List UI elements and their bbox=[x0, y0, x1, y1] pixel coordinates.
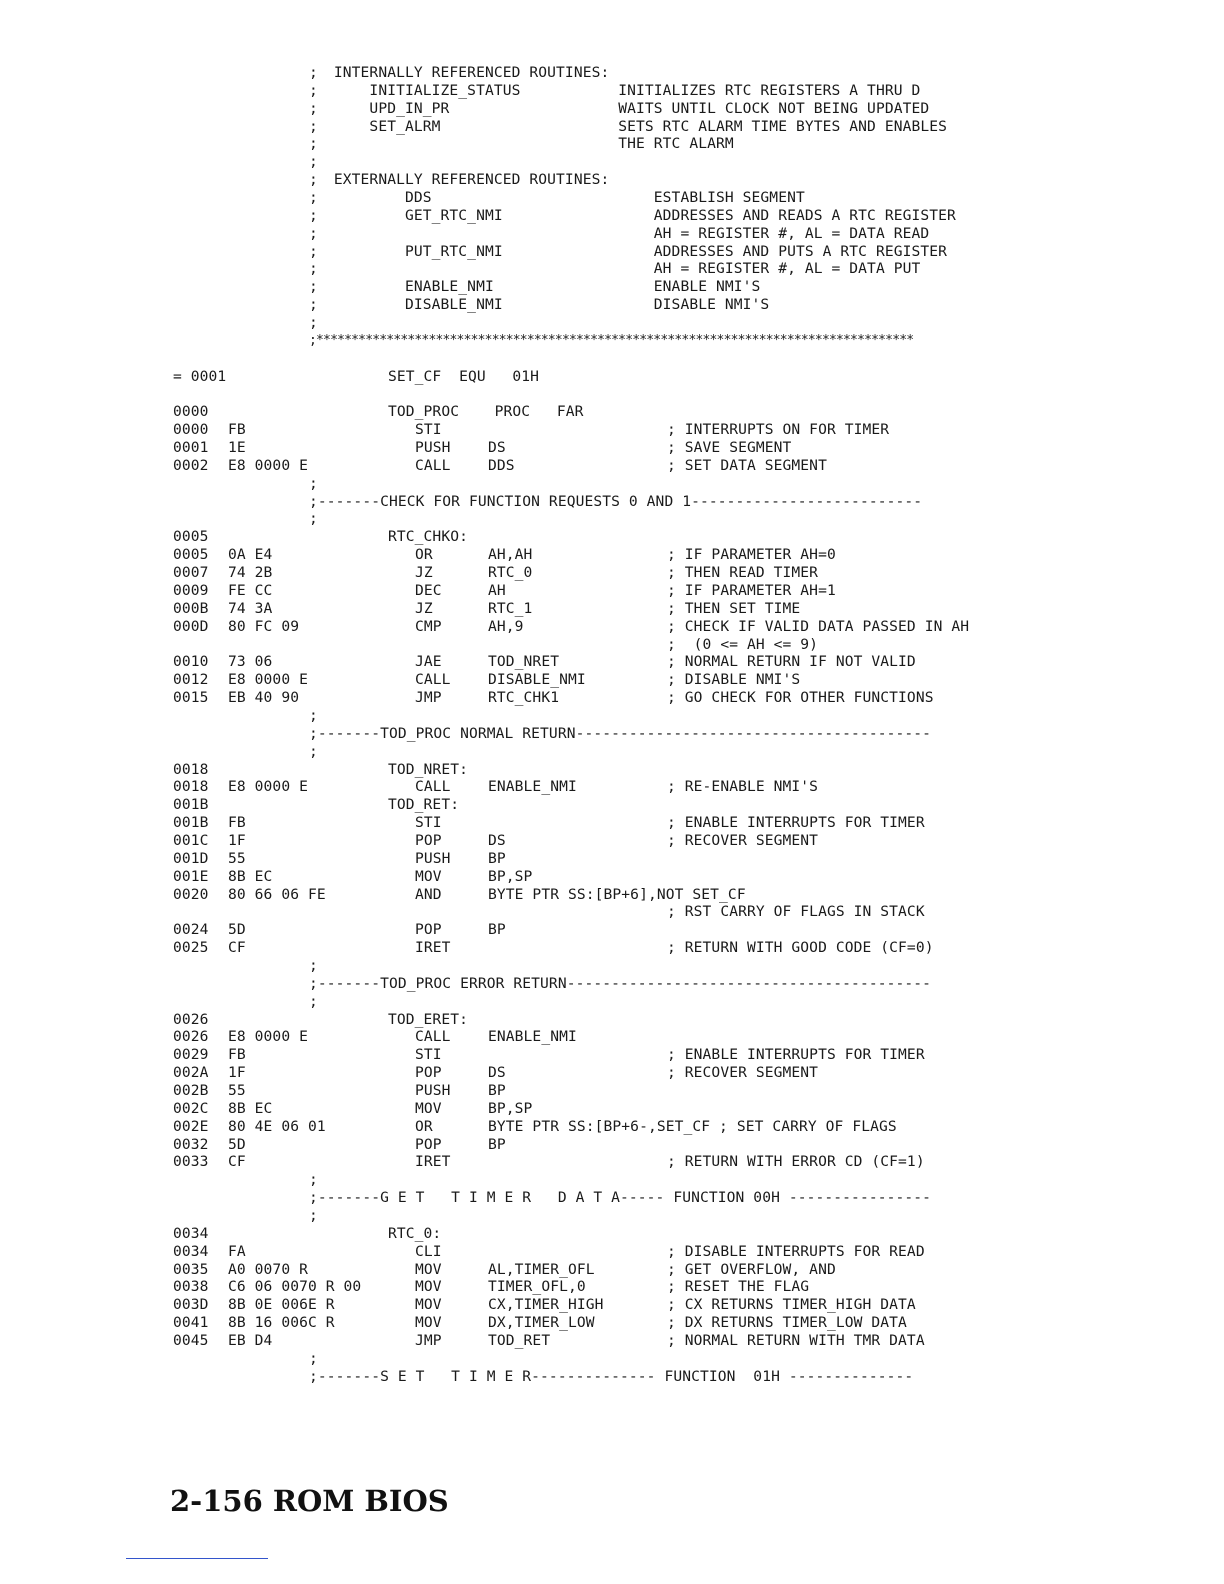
operand: DS bbox=[488, 831, 506, 849]
operand: TOD_RET bbox=[488, 1332, 551, 1350]
address: 0007 bbox=[173, 564, 209, 582]
comment: ; RETURN WITH ERROR CD (CF=1) bbox=[667, 1153, 925, 1171]
address: 0009 bbox=[173, 581, 209, 599]
operand: TOD_NRET bbox=[488, 653, 560, 671]
comment-marker: ; bbox=[309, 189, 318, 207]
comment-marker: ;-------CHECK FOR FUNCTION REQUESTS 0 AND 1-------------------------- bbox=[309, 492, 923, 510]
address: 0035 bbox=[173, 1260, 209, 1278]
operand: DS bbox=[488, 439, 506, 457]
footer-rule bbox=[126, 1558, 268, 1559]
opcode: OR bbox=[415, 1117, 433, 1135]
listing-line bbox=[0, 1064, 1224, 1082]
opcode: AND bbox=[415, 885, 442, 903]
label: TOD_RET: bbox=[388, 796, 460, 814]
operand: ENABLE_NMI bbox=[488, 1028, 577, 1046]
comment: ; RE-ENABLE NMI'S bbox=[667, 778, 819, 796]
comment-text: INITIALIZE_STATUS INITIALIZES RTC REGISTERS A THRU D bbox=[325, 81, 921, 99]
opcode: PUSH bbox=[415, 439, 451, 457]
address: = 0001 bbox=[173, 367, 227, 385]
listing-line bbox=[0, 921, 1224, 939]
object-code: FB bbox=[228, 814, 246, 832]
comment-text: DISABLE_NMI DISABLE NMI'S bbox=[325, 296, 770, 314]
listing-line bbox=[0, 118, 1224, 136]
comment-marker: ; bbox=[309, 260, 318, 278]
listing-line bbox=[0, 1082, 1224, 1100]
address: 0034 bbox=[173, 1242, 209, 1260]
listing-line bbox=[0, 725, 1224, 743]
opcode: JMP bbox=[415, 689, 442, 707]
comment-marker: ; bbox=[309, 206, 318, 224]
listing-line bbox=[0, 868, 1224, 886]
comment-marker: ; bbox=[309, 117, 318, 135]
operand: ENABLE_NMI bbox=[488, 778, 577, 796]
comment: ; SET DATA SEGMENT bbox=[667, 456, 827, 474]
comment-marker: ; bbox=[309, 992, 318, 1010]
object-code: 74 3A bbox=[228, 599, 273, 617]
comment-marker: ; bbox=[309, 706, 318, 724]
opcode: POP bbox=[415, 831, 442, 849]
comment: ; CHECK IF VALID DATA PASSED IN AH bbox=[667, 617, 970, 635]
object-code: 1F bbox=[228, 1064, 246, 1082]
listing-line bbox=[0, 278, 1224, 296]
opcode: JZ bbox=[415, 599, 433, 617]
address: 0018 bbox=[173, 760, 209, 778]
comment: ; ENABLE INTERRUPTS FOR TIMER bbox=[667, 814, 925, 832]
address: 001E bbox=[173, 867, 209, 885]
listing-line bbox=[0, 957, 1224, 975]
comment-marker: ; bbox=[309, 296, 318, 314]
opcode: DEC bbox=[415, 581, 442, 599]
opcode: JMP bbox=[415, 1332, 442, 1350]
object-code: EB D4 bbox=[228, 1332, 273, 1350]
operand: RTC_1 bbox=[488, 599, 533, 617]
address: 0033 bbox=[173, 1153, 209, 1171]
operand: AH,AH bbox=[488, 546, 533, 564]
address: 002C bbox=[173, 1099, 209, 1117]
operand: BP bbox=[488, 849, 506, 867]
label: RTC_CHKO: bbox=[388, 528, 468, 546]
comment-marker: ; bbox=[309, 135, 318, 153]
comment: ; GET OVERFLOW, AND bbox=[667, 1260, 836, 1278]
listing-line bbox=[0, 350, 1224, 368]
listing-line bbox=[0, 636, 1224, 654]
listing-line bbox=[0, 403, 1224, 421]
operand: AH,9 bbox=[488, 617, 524, 635]
address: 0038 bbox=[173, 1278, 209, 1296]
listing-line bbox=[0, 618, 1224, 636]
page-footer: 2-156 ROM BIOS bbox=[170, 1484, 449, 1518]
listing-line bbox=[0, 993, 1224, 1011]
object-code: C6 06 0070 R 00 bbox=[228, 1278, 362, 1296]
opcode: MOV bbox=[415, 1260, 442, 1278]
label: SET_CF EQU 01H bbox=[388, 367, 540, 385]
object-code: 8B EC bbox=[228, 1099, 273, 1117]
comment-marker: ;-------TOD_PROC NORMAL RETURN---------------------------------------- bbox=[309, 724, 932, 742]
address: 0005 bbox=[173, 528, 209, 546]
address: 0010 bbox=[173, 653, 209, 671]
opcode: STI bbox=[415, 421, 442, 439]
listing-line bbox=[0, 314, 1224, 332]
address: 0020 bbox=[173, 885, 209, 903]
comment-marker: ; bbox=[309, 1171, 318, 1189]
listing-line bbox=[0, 153, 1224, 171]
listing-line bbox=[0, 64, 1224, 82]
listing-line bbox=[0, 332, 1224, 350]
listing-line bbox=[0, 600, 1224, 618]
address: 0032 bbox=[173, 1135, 209, 1153]
comment: ; THEN READ TIMER bbox=[667, 564, 819, 582]
operand: BP,SP bbox=[488, 867, 533, 885]
opcode: JAE bbox=[415, 653, 442, 671]
comment-marker: ; bbox=[309, 1349, 318, 1367]
object-code: EB 40 90 bbox=[228, 689, 300, 707]
comment-text: UPD_IN_PR WAITS UNTIL CLOCK NOT BEING UPDATED bbox=[325, 99, 930, 117]
listing-line bbox=[0, 1225, 1224, 1243]
comment-marker: ; bbox=[309, 956, 318, 974]
opcode: STI bbox=[415, 814, 442, 832]
opcode: MOV bbox=[415, 1314, 442, 1332]
listing-line bbox=[0, 1136, 1224, 1154]
comment-marker: ; bbox=[309, 81, 318, 99]
listing-line bbox=[0, 743, 1224, 761]
opcode: PUSH bbox=[415, 1081, 451, 1099]
comment: ; RETURN WITH GOOD CODE (CF=0) bbox=[667, 939, 934, 957]
comment: ; DISABLE NMI'S bbox=[667, 671, 801, 689]
comment: ; ENABLE INTERRUPTS FOR TIMER bbox=[667, 1046, 925, 1064]
opcode: IRET bbox=[415, 939, 451, 957]
listing-line bbox=[0, 475, 1224, 493]
address: 0005 bbox=[173, 546, 209, 564]
comment: ; SAVE SEGMENT bbox=[667, 439, 792, 457]
listing-line bbox=[0, 653, 1224, 671]
operand: BYTE PTR SS:[BP+6],NOT SET_CF bbox=[488, 885, 746, 903]
listing-line bbox=[0, 975, 1224, 993]
opcode: POP bbox=[415, 1135, 442, 1153]
comment-marker: ; bbox=[309, 64, 318, 81]
object-code: 0A E4 bbox=[228, 546, 273, 564]
comment-marker: ; bbox=[309, 314, 318, 332]
object-code: 55 bbox=[228, 1081, 246, 1099]
comment: ; IF PARAMETER AH=1 bbox=[667, 581, 836, 599]
comment: ; NORMAL RETURN IF NOT VALID bbox=[667, 653, 916, 671]
opcode: PUSH bbox=[415, 849, 451, 867]
listing-line bbox=[0, 1332, 1224, 1350]
comment-text: THE RTC ALARM bbox=[325, 135, 734, 153]
opcode: CALL bbox=[415, 671, 451, 689]
operand: BP bbox=[488, 1081, 506, 1099]
operand: AH bbox=[488, 581, 506, 599]
separator-stars: ;************************************************************************************* bbox=[309, 332, 914, 348]
listing-line bbox=[0, 1171, 1224, 1189]
comment-marker: ; bbox=[309, 153, 318, 171]
listing-line bbox=[0, 707, 1224, 725]
object-code: 80 66 06 FE bbox=[228, 885, 326, 903]
opcode: MOV bbox=[415, 1278, 442, 1296]
listing-line bbox=[0, 385, 1224, 403]
operand: RTC_CHK1 bbox=[488, 689, 560, 707]
opcode: MOV bbox=[415, 1099, 442, 1117]
operand: BP,SP bbox=[488, 1099, 533, 1117]
label: TOD_PROC PROC FAR bbox=[388, 403, 584, 421]
comment: ; CX RETURNS TIMER_HIGH DATA bbox=[667, 1296, 916, 1314]
object-code: 8B 16 006C R bbox=[228, 1314, 335, 1332]
comment-text: AH = REGISTER #, AL = DATA PUT bbox=[325, 260, 921, 278]
address: 0041 bbox=[173, 1314, 209, 1332]
object-code: E8 0000 E bbox=[228, 1028, 308, 1046]
listing-line bbox=[0, 582, 1224, 600]
listing-line bbox=[0, 761, 1224, 779]
listing-line bbox=[0, 368, 1224, 386]
opcode: MOV bbox=[415, 867, 442, 885]
address: 0034 bbox=[173, 1224, 209, 1242]
comment: ; RESET THE FLAG bbox=[667, 1278, 810, 1296]
address: 0015 bbox=[173, 689, 209, 707]
operand: AL,TIMER_OFL bbox=[488, 1260, 595, 1278]
listing-line bbox=[0, 850, 1224, 868]
opcode: IRET bbox=[415, 1153, 451, 1171]
listing-line bbox=[0, 135, 1224, 153]
label: RTC_0: bbox=[388, 1224, 442, 1242]
comment: ; RECOVER SEGMENT bbox=[667, 1064, 819, 1082]
object-code: 55 bbox=[228, 849, 246, 867]
comment-text: AH = REGISTER #, AL = DATA READ bbox=[325, 224, 930, 242]
address: 002E bbox=[173, 1117, 209, 1135]
listing-line bbox=[0, 171, 1224, 189]
listing-line bbox=[0, 1100, 1224, 1118]
address: 0026 bbox=[173, 1010, 209, 1028]
listing-line bbox=[0, 225, 1224, 243]
opcode: JZ bbox=[415, 564, 433, 582]
object-code: 5D bbox=[228, 1135, 246, 1153]
listing-line bbox=[0, 100, 1224, 118]
object-code: 8B 0E 006E R bbox=[228, 1296, 335, 1314]
label: TOD_NRET: bbox=[388, 760, 468, 778]
operand: TIMER_OFL,0 bbox=[488, 1278, 586, 1296]
opcode: POP bbox=[415, 1064, 442, 1082]
comment-marker: ; bbox=[309, 742, 318, 760]
label: TOD_ERET: bbox=[388, 1010, 468, 1028]
object-code: 8B EC bbox=[228, 867, 273, 885]
listing-line bbox=[0, 493, 1224, 511]
address: 0026 bbox=[173, 1028, 209, 1046]
comment: ; THEN SET TIME bbox=[667, 599, 801, 617]
object-code: E8 0000 E bbox=[228, 671, 308, 689]
operand: BYTE PTR SS:[BP+6-,SET_CF ; SET CARRY OF FLAGS bbox=[488, 1117, 897, 1135]
comment-marker: ; bbox=[309, 171, 318, 189]
listing-line bbox=[0, 243, 1224, 261]
listing-line bbox=[0, 546, 1224, 564]
comment: ; INTERRUPTS ON FOR TIMER bbox=[667, 421, 890, 439]
opcode: CALL bbox=[415, 456, 451, 474]
listing-line bbox=[0, 814, 1224, 832]
listing-line bbox=[0, 1350, 1224, 1368]
address: 0001 bbox=[173, 439, 209, 457]
opcode: STI bbox=[415, 1046, 442, 1064]
address: 001C bbox=[173, 831, 209, 849]
comment-marker: ;-------G E T T I M E R D A T A----- FUNCTION 00H ---------------- bbox=[309, 1189, 932, 1207]
listing-line bbox=[0, 1207, 1224, 1225]
opcode: CLI bbox=[415, 1242, 442, 1260]
comment-marker: ;-------S E T T I M E R-------------- FUNCTION 01H -------------- bbox=[309, 1367, 914, 1385]
object-code: CF bbox=[228, 1153, 246, 1171]
object-code: FA bbox=[228, 1242, 246, 1260]
listing-line bbox=[0, 564, 1224, 582]
address: 000D bbox=[173, 617, 209, 635]
address: 002A bbox=[173, 1064, 209, 1082]
listing-line bbox=[0, 260, 1224, 278]
comment: ; NORMAL RETURN WITH TMR DATA bbox=[667, 1332, 925, 1350]
listing-line bbox=[0, 886, 1224, 904]
object-code: CF bbox=[228, 939, 246, 957]
operand: RTC_0 bbox=[488, 564, 533, 582]
comment-marker: ;-------TOD_PROC ERROR RETURN----------------------------------------- bbox=[309, 974, 932, 992]
opcode: OR bbox=[415, 546, 433, 564]
comment-marker: ; bbox=[309, 474, 318, 492]
opcode: MOV bbox=[415, 1296, 442, 1314]
listing-line bbox=[0, 510, 1224, 528]
operand: DISABLE_NMI bbox=[488, 671, 586, 689]
object-code: FB bbox=[228, 421, 246, 439]
comment-text: INTERNALLY REFERENCED ROUTINES: bbox=[325, 64, 610, 81]
object-code: 80 FC 09 bbox=[228, 617, 300, 635]
listing-line bbox=[0, 1189, 1224, 1207]
listing-line bbox=[0, 207, 1224, 225]
address: 0024 bbox=[173, 921, 209, 939]
comment-text: DDS ESTABLISH SEGMENT bbox=[325, 189, 805, 207]
comment: ; (0 <= AH <= 9) bbox=[667, 635, 819, 653]
comment-marker: ; bbox=[309, 510, 318, 528]
comment-marker: ; bbox=[309, 1207, 318, 1224]
listing-line bbox=[0, 189, 1224, 207]
operand: DDS bbox=[488, 456, 515, 474]
comment: ; RST CARRY OF FLAGS IN STACK bbox=[667, 903, 925, 921]
object-code: E8 0000 E bbox=[228, 778, 308, 796]
comment: ; DISABLE INTERRUPTS FOR READ bbox=[667, 1242, 925, 1260]
object-code: 74 2B bbox=[228, 564, 273, 582]
address: 0018 bbox=[173, 778, 209, 796]
listing-line bbox=[0, 832, 1224, 850]
comment: ; RECOVER SEGMENT bbox=[667, 831, 819, 849]
listing-line bbox=[0, 528, 1224, 546]
address: 001B bbox=[173, 814, 209, 832]
object-code: 80 4E 06 01 bbox=[228, 1117, 326, 1135]
assembly-listing bbox=[0, 64, 1224, 1386]
listing-line bbox=[0, 1314, 1224, 1332]
address: 0012 bbox=[173, 671, 209, 689]
comment: ; GO CHECK FOR OTHER FUNCTIONS bbox=[667, 689, 934, 707]
object-code: A0 0070 R bbox=[228, 1260, 308, 1278]
comment-text: PUT_RTC_NMI ADDRESSES AND PUTS A RTC REGISTER bbox=[325, 242, 948, 260]
object-code: E8 0000 E bbox=[228, 456, 308, 474]
comment-marker: ; bbox=[309, 224, 318, 242]
address: 000B bbox=[173, 599, 209, 617]
object-code: 1E bbox=[228, 439, 246, 457]
listing-line bbox=[0, 296, 1224, 314]
operand: CX,TIMER_HIGH bbox=[488, 1296, 604, 1314]
address: 001B bbox=[173, 796, 209, 814]
comment-text: GET_RTC_NMI ADDRESSES AND READS A RTC REGISTER bbox=[325, 206, 956, 224]
comment: ; DX RETURNS TIMER_LOW DATA bbox=[667, 1314, 907, 1332]
listing-line bbox=[0, 1261, 1224, 1279]
comment: ; IF PARAMETER AH=0 bbox=[667, 546, 836, 564]
opcode: POP bbox=[415, 921, 442, 939]
opcode: CALL bbox=[415, 778, 451, 796]
address: 0000 bbox=[173, 421, 209, 439]
comment-marker: ; bbox=[309, 99, 318, 117]
object-code: 1F bbox=[228, 831, 246, 849]
address: 0025 bbox=[173, 939, 209, 957]
operand: DS bbox=[488, 1064, 506, 1082]
listing-line bbox=[0, 1368, 1224, 1386]
listing-line bbox=[0, 778, 1224, 796]
opcode: CMP bbox=[415, 617, 442, 635]
comment-marker: ; bbox=[309, 278, 318, 296]
address: 0002 bbox=[173, 456, 209, 474]
operand: DX,TIMER_LOW bbox=[488, 1314, 595, 1332]
listing-line bbox=[0, 671, 1224, 689]
listing-line bbox=[0, 689, 1224, 707]
address: 0029 bbox=[173, 1046, 209, 1064]
listing-line bbox=[0, 421, 1224, 439]
listing-line bbox=[0, 903, 1224, 921]
address: 003D bbox=[173, 1296, 209, 1314]
address: 0000 bbox=[173, 403, 209, 421]
comment-text: EXTERNALLY REFERENCED ROUTINES: bbox=[325, 171, 610, 189]
comment-text: ENABLE_NMI ENABLE NMI'S bbox=[325, 278, 761, 296]
listing-line bbox=[0, 82, 1224, 100]
object-code: 73 06 bbox=[228, 653, 273, 671]
listing-line bbox=[0, 1278, 1224, 1296]
comment-marker: ; bbox=[309, 242, 318, 260]
listing-line bbox=[0, 1046, 1224, 1064]
listing-line bbox=[0, 457, 1224, 475]
listing-line bbox=[0, 1118, 1224, 1136]
operand: BP bbox=[488, 921, 506, 939]
address: 002B bbox=[173, 1081, 209, 1099]
listing-line bbox=[0, 1296, 1224, 1314]
object-code: FE CC bbox=[228, 581, 273, 599]
listing-line bbox=[0, 1011, 1224, 1029]
listing-line bbox=[0, 796, 1224, 814]
listing-line bbox=[0, 939, 1224, 957]
operand: BP bbox=[488, 1135, 506, 1153]
listing-line bbox=[0, 1153, 1224, 1171]
listing-line bbox=[0, 1028, 1224, 1046]
listing-line bbox=[0, 1243, 1224, 1261]
object-code: 5D bbox=[228, 921, 246, 939]
object-code: FB bbox=[228, 1046, 246, 1064]
comment-text: SET_ALRM SETS RTC ALARM TIME BYTES AND ENABLES bbox=[325, 117, 948, 135]
address: 001D bbox=[173, 849, 209, 867]
opcode: CALL bbox=[415, 1028, 451, 1046]
address: 0045 bbox=[173, 1332, 209, 1350]
listing-line bbox=[0, 439, 1224, 457]
